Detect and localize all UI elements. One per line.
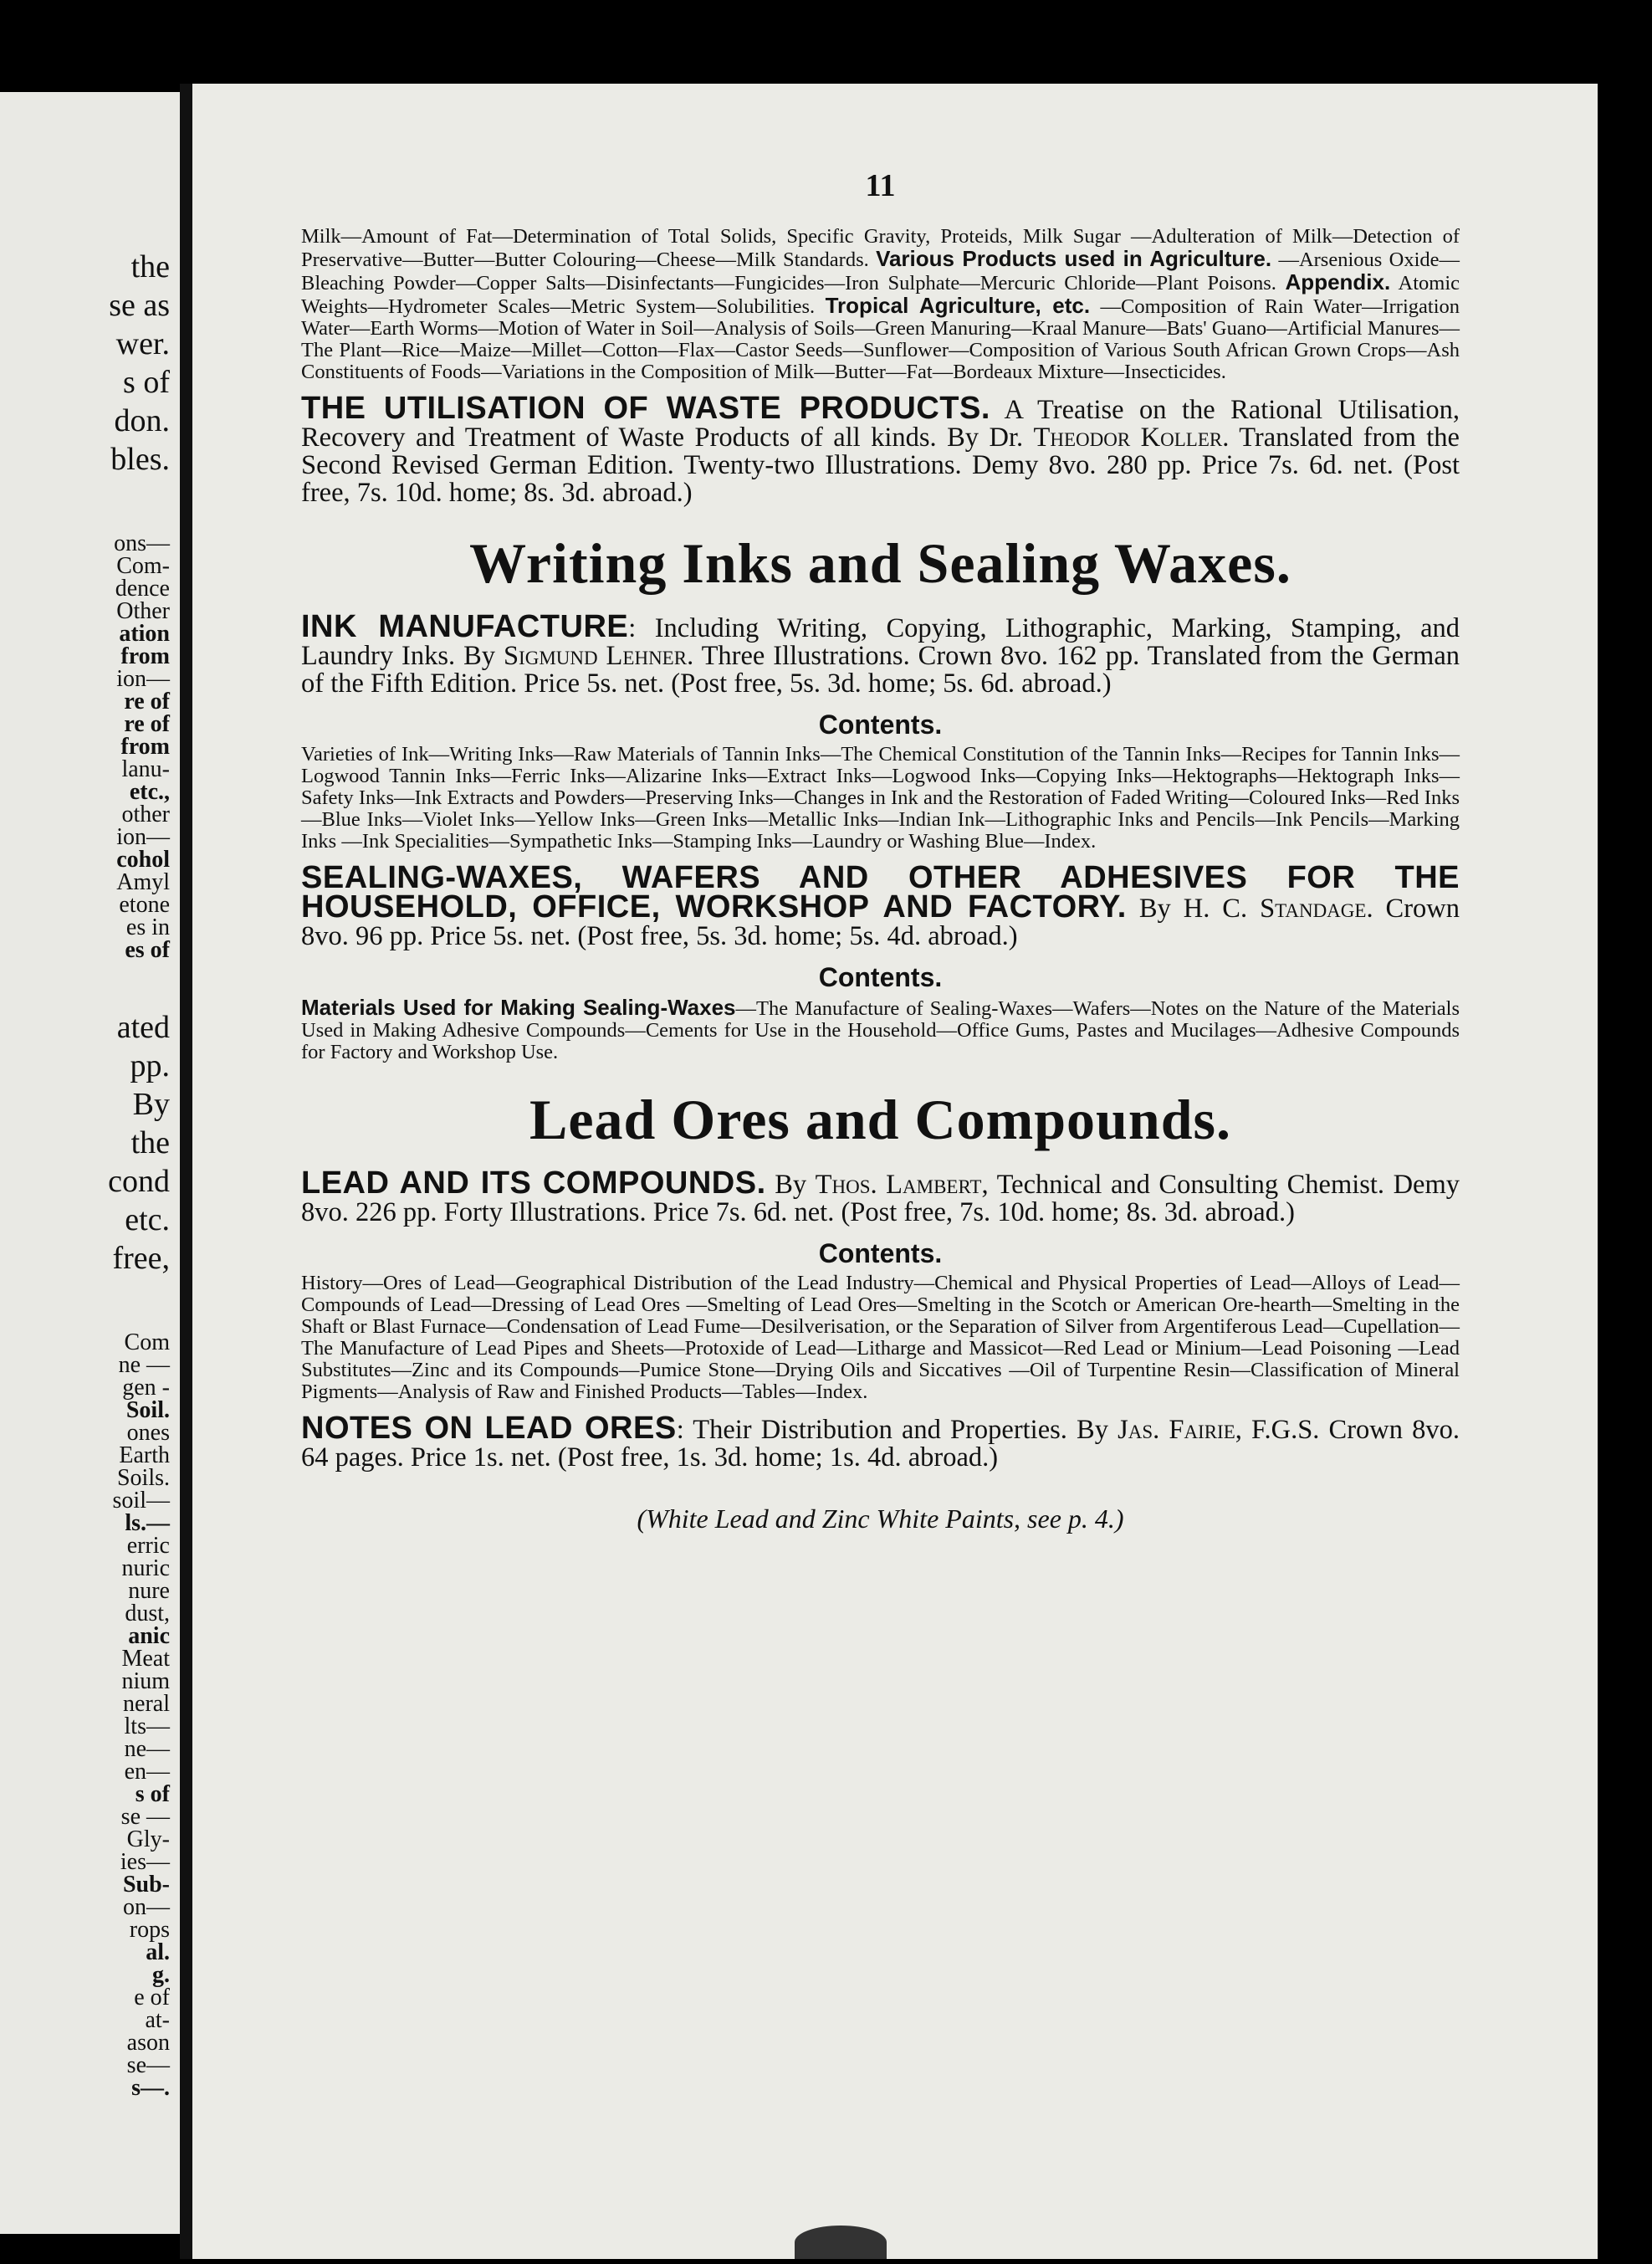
margin-fragment: e of <box>134 1985 170 2010</box>
contents-text: —Composition of Rain Water—Irrigation Water—Earth Worms—Motion of Water in Soil—Analysis of Soils—Green Manuring—Kraal Manure—Bats' Guano—Artificial Manures—The Plant—Rice—Maize—Millet—Cotton—Flax—Castor Seeds—Sunflower—Composition of Various South African Grown Crops—Ash Constituents of Foods—Variations in the Composition of Milk—Butter—Fat—Bordeaux Mixture—Insecticides. <box>301 295 1460 383</box>
title-colon: : <box>676 1415 684 1445</box>
margin-fragment: en— <box>124 1759 170 1785</box>
contents-text: —Arsenious Oxide—Bleaching Powder—Copper Salts—Disinfectants—Fungicides—Iron Sulphate—Mercuric Chloride—Plant Poisons. <box>301 248 1460 295</box>
margin-fragment: ated <box>116 1010 170 1045</box>
margin-fragment: Soils. <box>116 1465 170 1491</box>
book-description: Including Writing, Copying, Lithographic, Marking, Stamping, and Laundry Inks. By <box>301 613 1460 671</box>
book-author: Standage. <box>1260 894 1373 924</box>
margin-fragment: cohol <box>116 847 170 873</box>
margin-fragment: lts— <box>124 1713 170 1739</box>
margin-fragment: re of <box>124 711 170 737</box>
book-author: Thos. Lambert, <box>815 1170 989 1200</box>
margin-fragment: se — <box>120 1804 170 1830</box>
margin-fragment: Other <box>116 598 170 624</box>
margin-fragment: re of <box>124 689 170 715</box>
margin-fragment: ons— <box>114 530 170 556</box>
margin-fragment: dence <box>115 576 170 602</box>
margin-fragment: se— <box>126 2052 170 2078</box>
cross-reference-note: (White Lead and Zinc White Paints, see p. 4.) <box>637 1503 1124 1534</box>
contents-text: —The Manufacture of Sealing-Waxes—Wafers—Notes on the Nature of the Materials Used in Making Adhesive Compounds—Cements for Use in the Household—Office Gums, Pastes and Mucilages—Adhesive Compounds for Factory and Workshop Use. <box>301 997 1460 1063</box>
book-title: SEALING-WAXES, WAFERS AND OTHER ADHESIVES FOR THE HOUSEHOLD, OFFICE, WORKSHOP AND FACTORY. <box>301 860 1460 925</box>
margin-fragment: etc. <box>125 1202 170 1237</box>
book-details: Translated from the Second Revised German Edition. Twenty-two Illustrations. Demy 8vo. 280 pp. Price 7s. 6d. net. (Post free, 7s. 10d. home; 8s. 3d. abroad.) <box>301 423 1460 508</box>
agriculture-contents <box>301 226 1460 383</box>
book-description: By H. C. <box>1138 894 1248 924</box>
margin-fragment: s—. <box>131 2075 170 2101</box>
scan-smudge <box>795 2226 887 2259</box>
margin-fragment: don. <box>114 403 170 438</box>
contents-text: Atomic Weights—Hydrometer Scales—Metric System—Solubilities. <box>301 272 1460 318</box>
margin-fragment: bles. <box>110 442 170 477</box>
contents-text: Varieties of Ink—Writing Inks—Raw Materials of Tannin Inks—The Chemical Constitution of the Tannin Inks—Recipes for Tannin Inks—Logwood Tannin Inks—Ferric Inks—Alizarine Inks—Extract Inks—Logwood Inks—Copying Inks—Hektographs—Hektograph Inks—Safety Inks—Ink Extracts and Powders—Preserving Inks—Changes in Ink and the Restoration of Faded Writing—Coloured Inks—Red Inks—Blue Inks—Violet Inks—Yellow Inks—Green Inks—Metallic Inks—Indian Ink—Lithographic Inks and Pencils—Ink Pencils—Marking Inks —Ink Specialities—Sympathetic Inks—Stamping Inks—Laundry or Washing Blue—Index. <box>301 743 1460 853</box>
margin-fragment: etc., <box>129 779 170 805</box>
book-details: Crown 8vo. 64 pages. Price 1s. net. (Post free, 1s. 3d. home; 1s. 4d. abroad.) <box>301 1415 1460 1473</box>
book-description: By <box>775 1170 807 1200</box>
margin-fragment: g. <box>152 1962 170 1988</box>
margin-fragment: pp. <box>130 1048 170 1083</box>
margin-fragment: gen - <box>122 1375 170 1401</box>
margin-fragment: nure <box>128 1578 170 1604</box>
margin-fragment: dust, <box>125 1601 170 1626</box>
margin-fragment: etone <box>119 892 170 918</box>
margin-fragment: ls.— <box>125 1510 170 1536</box>
margin-fragment: By <box>132 1087 170 1122</box>
margin-fragment: rops <box>129 1917 170 1943</box>
lead-compounds-entry <box>301 1165 1460 1403</box>
left-facing-page <box>0 92 180 2234</box>
margin-fragment: ion— <box>116 666 170 692</box>
margin-fragment: at- <box>145 2007 170 2033</box>
contents-lead: Materials Used for Making Sealing-Waxes <box>301 995 736 1020</box>
margin-fragment: al. <box>146 1939 170 1965</box>
contents-heading: Contents. <box>818 962 943 992</box>
margin-fragment: s of <box>123 365 170 400</box>
book-title: LEAD AND ITS COMPOUNDS. <box>301 1165 766 1201</box>
margin-fragment: nium <box>121 1668 170 1694</box>
book-author: Jas. Fairie, F.G.S. <box>1118 1415 1320 1445</box>
margin-fragment: Amyl <box>116 869 170 895</box>
margin-fragment: anic <box>128 1623 170 1649</box>
margin-fragment: se as <box>109 288 170 323</box>
contents-heading: Contents. <box>818 1238 943 1268</box>
book-details: Technical and Consulting Chemist. Demy 8vo. 226 pp. Forty Illustrations. Price 7s. 6d. net. (Post free, 7s. 10d. home; 8s. 3d. abroad.) <box>301 1170 1460 1227</box>
margin-fragment: es of <box>125 937 170 963</box>
contents-heading: Various Products used in Agriculture. <box>876 246 1272 271</box>
margin-fragment: Com- <box>116 553 170 579</box>
margin-fragment: Sub- <box>122 1872 170 1898</box>
title-colon: : <box>628 613 637 643</box>
section-heading-lead: Lead Ores and Compounds. <box>529 1088 1231 1151</box>
contents-text: Milk—Amount of Fat—Determination of Total Solids, Specific Gravity, Proteids, Milk Sugar —Adulteration of Milk—Detection of Preservative—Butter—Butter Colouring—Cheese—Milk Standards. <box>301 225 1460 271</box>
margin-fragment: wer. <box>115 326 170 361</box>
book-title: INK MANUFACTURE <box>301 609 629 644</box>
book-description: Their Distribution and Properties. By <box>693 1415 1108 1445</box>
section-heading-inks: Writing Inks and Sealing Waxes. <box>469 531 1291 595</box>
margin-fragment: neral <box>123 1691 170 1717</box>
margin-fragment: ation <box>119 621 170 647</box>
margin-fragment: Earth <box>119 1442 170 1468</box>
margin-fragment: ones <box>126 1420 170 1446</box>
margin-fragment: cond <box>108 1164 170 1199</box>
book-title: THE UTILISATION OF WASTE PRODUCTS. <box>301 391 990 426</box>
margin-fragment: s of <box>135 1781 170 1807</box>
page-number: 11 <box>865 168 896 203</box>
margin-fragment: the <box>130 249 170 284</box>
contents-heading: Contents. <box>818 709 943 740</box>
margin-fragment: erric <box>126 1533 170 1559</box>
margin-fragment: nuric <box>121 1555 170 1581</box>
margin-fragment: on— <box>123 1894 170 1920</box>
book-details: Crown 8vo. 96 pp. Price 5s. net. (Post free, 5s. 3d. home; 5s. 4d. abroad.) <box>301 894 1460 951</box>
margin-fragment: es in <box>125 914 170 940</box>
margin-fragment: the <box>130 1125 170 1160</box>
contents-block <box>301 996 1460 1063</box>
margin-fragment: lanu- <box>121 756 170 782</box>
ink-manufacture-entry <box>301 609 1460 853</box>
margin-fragment: ne — <box>118 1352 170 1378</box>
margin-fragment: Meat <box>121 1646 170 1672</box>
margin-fragment: ion— <box>116 824 170 850</box>
book-title: NOTES ON LEAD ORES <box>301 1411 677 1446</box>
lead-ores-entry <box>301 1411 1460 1473</box>
book-gutter <box>180 84 192 2259</box>
book-details: Three Illustrations. Crown 8vo. 162 pp. Translated from the German of the Fifth Edition. Price 5s. net. (Post free, 5s. 3d. home; 5s. 6d. abroad.) <box>301 641 1460 699</box>
book-author: Sigmund Lehner. <box>503 641 694 671</box>
book-page <box>192 84 1598 2259</box>
margin-fragment: other <box>121 802 170 827</box>
waste-products-entry <box>301 391 1460 508</box>
margin-fragment: from <box>120 643 170 669</box>
book-author: Theodor Koller. <box>1033 423 1230 453</box>
margin-fragment: Gly- <box>126 1826 170 1852</box>
contents-text: History—Ores of Lead—Geographical Distribution of the Lead Industry—Chemical and Physical Properties of Lead—Alloys of Lead—Compounds of Lead—Dressing of Lead Ores —Smelting of Lead Ores—Smelting in the Scotch or American Ore-hearth—Smelting in the Shaft or Blast Furnace—Condensation of Lead Fume—Desilverisation, or the Separation of Silver from Argentiferous Lead—Cupellation—The Manufacture of Lead Pipes and Sheets—Protoxide of Lead—Litharge and Massicot—Red Lead or Minium—Lead Poisoning —Lead Substitutes—Zinc and its Compounds—Pumice Stone—Drying Oils and Siccatives —Oil of Turpentine Resin—Classification of Mineral Pigments—Analysis of Raw and Finished Products—Tables—Index. <box>301 1272 1460 1403</box>
margin-fragment: Soil. <box>125 1397 170 1423</box>
margin-fragment: free, <box>112 1241 170 1276</box>
book-description: A Treatise on the Rational Utilisation, Recovery and Treatment of Waste Products of all kinds. By Dr. <box>301 395 1460 453</box>
contents-heading: Appendix. <box>1285 269 1391 295</box>
margin-fragment: Com <box>124 1329 170 1355</box>
contents-heading: Tropical Agriculture, etc. <box>825 293 1091 318</box>
margin-fragment: ne— <box>124 1736 170 1762</box>
page-content <box>301 167 1460 2192</box>
margin-fragment: ason <box>126 2030 170 2056</box>
margin-fragment: ies— <box>120 1849 170 1875</box>
margin-fragment: soil— <box>112 1488 170 1514</box>
margin-fragment: from <box>120 734 170 760</box>
sealing-waxes-entry <box>301 860 1460 1063</box>
